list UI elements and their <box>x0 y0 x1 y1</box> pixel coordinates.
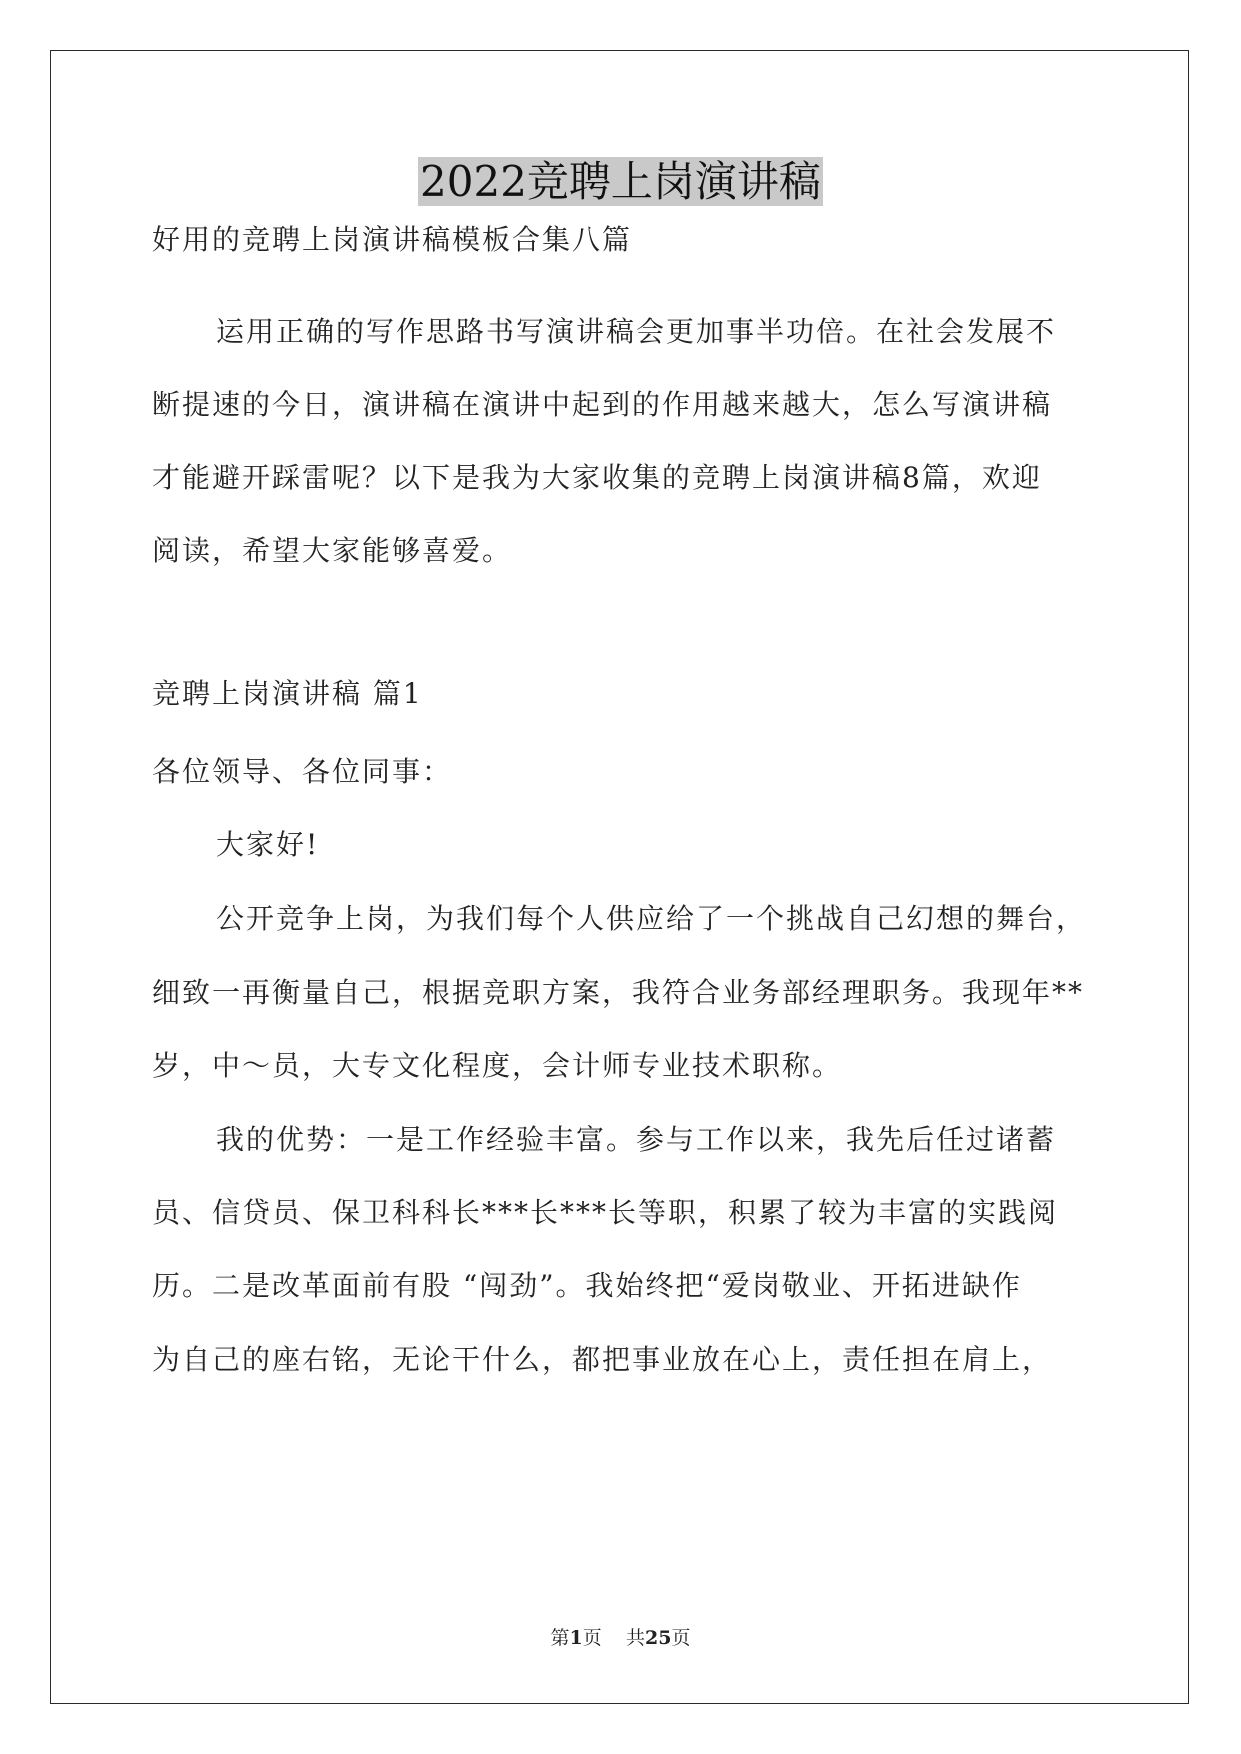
paragraph-line: 公开竞争上岗，为我们每个人供应给了一个挑战自己幻想的舞台， <box>216 902 1087 935</box>
paragraph-line: 断提速的今日，演讲稿在演讲中起到的作用越来越大，怎么写演讲稿 <box>152 388 1053 421</box>
page-footer <box>0 1623 1241 1650</box>
paragraph-line: 运用正确的写作思路书写演讲稿会更加事半功倍。在社会发展不 <box>216 315 1057 348</box>
greeting-line: 大家好! <box>216 828 320 861</box>
salutation-line: 各位领导、各位同事： <box>152 755 453 788</box>
footer-page-number: 1 <box>569 1627 583 1649</box>
footer-total-prefix: 共 <box>625 1627 645 1649</box>
paragraph-line: 才能避开踩雷呢？以下是我为大家收集的竞聘上岗演讲稿8篇，欢迎 <box>152 461 1042 494</box>
paragraph-line: 历。二是改革面前有股 “闯劲”。我始终把“爱岗敬业、开拓进缺作 <box>152 1269 1022 1302</box>
footer-total-suffix: 页 <box>671 1627 691 1649</box>
section-heading: 竞聘上岗演讲稿 篇1 <box>152 677 423 710</box>
paragraph-line: 员、信贷员、保卫科科长***长***长等职，积累了较为丰富的实践阅 <box>152 1196 1059 1229</box>
paragraph-line: 岁，中～员，大专文化程度，会计师专业技术职称。 <box>152 1049 843 1082</box>
document-title-text: 2022竞聘上岗演讲稿 <box>420 157 821 206</box>
footer-page-prefix: 第 <box>550 1627 570 1649</box>
document-title <box>0 153 1241 211</box>
footer-page-suffix: 页 <box>582 1627 602 1649</box>
footer-total-pages: 25 <box>644 1627 672 1649</box>
paragraph-line: 为自己的座右铭，无论干什么，都把事业放在心上，责任担在肩上， <box>152 1343 1053 1376</box>
subtitle-line: 好用的竞聘上岗演讲稿模板合集八篇 <box>152 223 633 256</box>
paragraph-line: 细致一再衡量自己，根据竞职方案，我符合业务部经理职务。我现年** <box>152 976 1085 1009</box>
paragraph-line: 阅读，希望大家能够喜爱。 <box>152 534 513 567</box>
paragraph-line: 我的优势：一是工作经验丰富。参与工作以来，我先后任过诸蓄 <box>216 1123 1057 1156</box>
page-frame <box>50 50 1189 1704</box>
